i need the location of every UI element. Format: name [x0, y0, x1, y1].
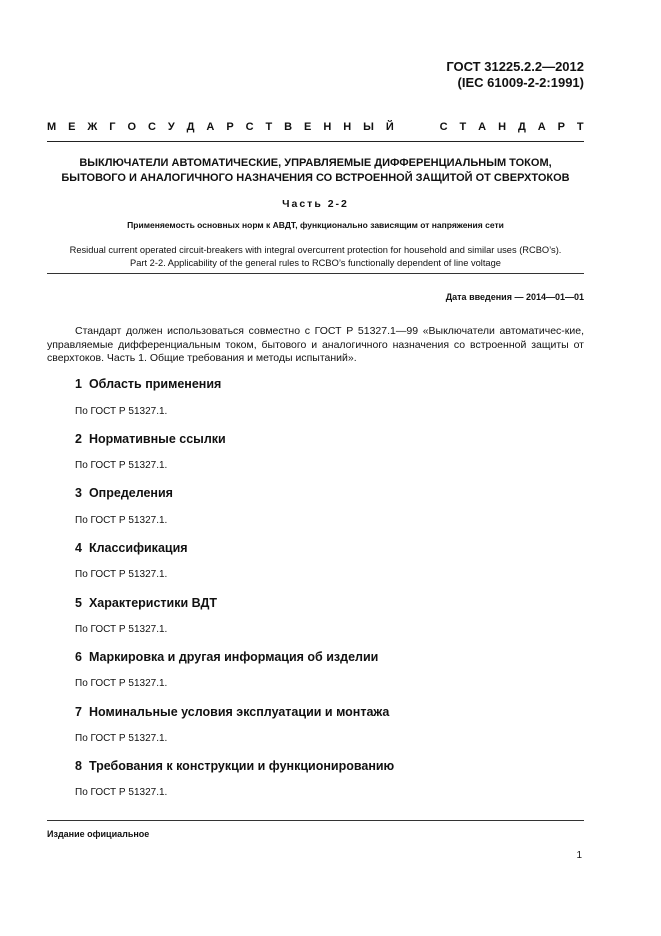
section-title: Требования к конструкции и функционированию — [88, 759, 395, 773]
part-label: Часть 2-2 — [282, 198, 349, 210]
english-title-line-1: Residual current operated circuit-breakers with integral overcurrent protection for household and similar uses (RCBO’s). — [69, 245, 562, 255]
section-body: По ГОСТ Р 51327.1. — [75, 678, 168, 689]
banner-letter: Д — [517, 121, 526, 133]
title-divider — [47, 273, 584, 274]
section-body: По ГОСТ Р 51327.1. — [75, 515, 168, 526]
section-title: Нормативные ссылки — [88, 432, 226, 446]
intro-paragraph: Стандарт должен использоваться совместно с ГОСТ Р 51327.1—99 «Выключатели автоматичес-кие, управляемые дифференциальным током, бытового и аналогичного назначения со встроенной защиты от сверхтоков. Часть 1. Общие требования и методы испытаний». — [47, 325, 584, 364]
banner-letter: Ж — [87, 121, 98, 133]
section-heading — [75, 432, 226, 446]
banner-letter: Р — [557, 121, 565, 133]
banner-gap — [406, 121, 428, 133]
section-number: 6 — [75, 650, 82, 664]
title-line-2: БЫТОВОГО И АНАЛОГИЧНОГО НАЗНАЧЕНИЯ СО ВСТРОЕННОЙ ЗАЩИТОЙ ОТ СВЕРХТОКОВ — [61, 172, 570, 184]
english-title-line-2: Part 2-2. Applicability of the general rules to RCBO’s functionally dependent of line voltage — [130, 258, 501, 268]
banner-letter: А — [478, 121, 487, 133]
document-subtitle: Применяемость основных норм к АВДТ, функционально зависящим от напряжения сети — [127, 220, 504, 230]
banner-letter: Ы — [363, 121, 374, 133]
section-heading — [75, 759, 394, 773]
banner-letter: Р — [226, 121, 234, 133]
section-number: 1 — [75, 377, 82, 391]
banner-letter: Й — [385, 121, 394, 133]
footer-divider — [47, 820, 584, 821]
official-edition-label: Издание официальное — [47, 829, 150, 839]
banner-letter: В — [284, 121, 293, 133]
section-title: Определения — [88, 486, 173, 500]
banner-letter: Н — [323, 121, 332, 133]
iec-number: (IEC 61009-2-2:1991) — [457, 75, 584, 90]
banner-letter: О — [127, 121, 137, 133]
standard-number: ГОСТ 31225.2.2—2012 — [446, 59, 584, 74]
standard-identifier — [446, 59, 584, 91]
introduction-date: Дата введения — 2014—01—01 — [445, 292, 584, 302]
section-body: По ГОСТ Р 51327.1. — [75, 406, 168, 417]
section-heading — [75, 541, 188, 555]
section-body: По ГОСТ Р 51327.1. — [75, 787, 168, 798]
section-body: По ГОСТ Р 51327.1. — [75, 569, 168, 580]
section-number: 4 — [75, 541, 82, 555]
banner-letter: Т — [576, 121, 584, 133]
section-number: 8 — [75, 759, 82, 773]
section-body: По ГОСТ Р 51327.1. — [75, 460, 168, 471]
section-body: По ГОСТ Р 51327.1. — [75, 733, 168, 744]
banner-letter: С — [439, 121, 448, 133]
banner-letter: С — [245, 121, 254, 133]
banner-letter: Г — [109, 121, 116, 133]
section-heading — [75, 705, 389, 719]
section-title: Маркировка и другая информация об изделии — [88, 650, 379, 664]
section-title: Область применения — [88, 377, 222, 391]
section-body: По ГОСТ Р 51327.1. — [75, 624, 168, 635]
banner-letter: Е — [304, 121, 312, 133]
banner-letter: С — [147, 121, 156, 133]
banner-letter: Т — [459, 121, 467, 133]
banner-letter: Н — [343, 121, 352, 133]
section-title: Классификация — [88, 541, 188, 555]
interstate-standard-banner — [47, 121, 584, 133]
banner-letter: А — [537, 121, 546, 133]
english-title — [47, 244, 584, 270]
section-title: Характеристики ВДТ — [88, 596, 218, 610]
banner-letter: М — [47, 121, 57, 133]
document-title — [47, 156, 584, 186]
banner-letter: Н — [498, 121, 507, 133]
section-heading — [75, 486, 173, 500]
header-divider — [47, 141, 584, 142]
page-number: 1 — [576, 850, 582, 861]
banner-letter: Е — [68, 121, 76, 133]
section-heading — [75, 650, 378, 664]
section-heading — [75, 596, 217, 610]
section-number: 3 — [75, 486, 82, 500]
banner-letter: А — [206, 121, 215, 133]
title-line-1: ВЫКЛЮЧАТЕЛИ АВТОМАТИЧЕСКИЕ, УПРАВЛЯЕМЫЕ ДИФФЕРЕНЦИАЛЬНЫМ ТОКОМ, — [79, 157, 552, 169]
banner-letter: Д — [186, 121, 195, 133]
banner-letter: Т — [265, 121, 273, 133]
section-title: Номинальные условия эксплуатации и монтажа — [88, 705, 390, 719]
section-number: 5 — [75, 596, 82, 610]
section-number: 2 — [75, 432, 82, 446]
section-heading — [75, 377, 221, 391]
section-number: 7 — [75, 705, 82, 719]
banner-letter: У — [167, 121, 175, 133]
